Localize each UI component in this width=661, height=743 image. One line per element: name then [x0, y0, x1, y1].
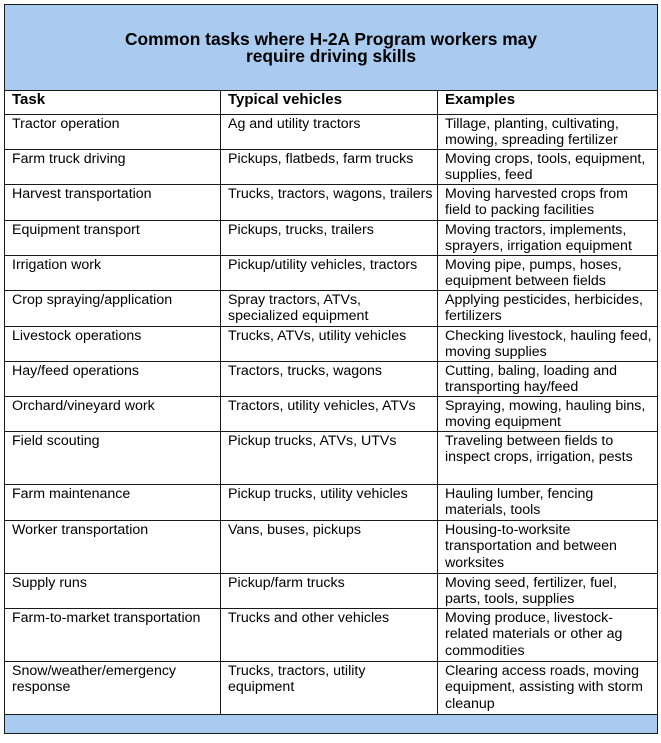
examples-cell: Moving produce, livestock-related materials or other ag commodities	[438, 609, 658, 662]
table-row	[5, 397, 658, 432]
examples-cell: Housing-to-worksite transportation and between worksites	[438, 521, 658, 574]
examples-cell: Moving pipe, pumps, hoses, equipment between fields	[438, 256, 658, 291]
header-vehicles: Typical vehicles	[221, 91, 438, 115]
examples-cell: Moving tractors, implements, sprayers, irrigation equipment	[438, 221, 658, 256]
table-row	[5, 609, 658, 662]
task-cell: Farm maintenance	[5, 485, 221, 521]
task-cell: Field scouting	[5, 432, 221, 485]
examples-cell: Moving crops, tools, equipment, supplies, feed	[438, 150, 658, 185]
table-row	[5, 150, 658, 185]
examples-cell: Clearing access roads, moving equipment, assisting with storm cleanup	[438, 662, 658, 715]
table-row	[5, 291, 658, 327]
vehicles-cell: Trucks, tractors, wagons, trailers	[221, 185, 438, 221]
task-cell: Harvest transportation	[5, 185, 221, 221]
examples-cell: Cutting, baling, loading and transporting hay/feed	[438, 362, 658, 397]
table-row	[5, 185, 658, 221]
vehicles-cell: Pickups, flatbeds, farm trucks	[221, 150, 438, 185]
task-cell: Farm truck driving	[5, 150, 221, 185]
vehicles-cell: Pickup/utility vehicles, tractors	[221, 256, 438, 291]
vehicles-cell: Trucks and other vehicles	[221, 609, 438, 662]
table-title	[5, 5, 658, 91]
task-cell: Orchard/vineyard work	[5, 397, 221, 432]
task-cell: Supply runs	[5, 574, 221, 609]
vehicles-cell: Pickup trucks, utility vehicles	[221, 485, 438, 521]
examples-cell: Moving seed, fertilizer, fuel, parts, tools, supplies	[438, 574, 658, 609]
task-cell: Irrigation work	[5, 256, 221, 291]
table-row	[5, 662, 658, 715]
vehicles-cell: Tractors, trucks, wagons	[221, 362, 438, 397]
table-row	[5, 256, 658, 291]
examples-cell: Moving harvested crops from field to packing facilities	[438, 185, 658, 221]
title-line-1: Common tasks where H-2A Program workers may	[124, 29, 538, 50]
vehicles-cell: Spray tractors, ATVs, specialized equipment	[221, 291, 438, 327]
table-row	[5, 327, 658, 362]
vehicles-cell: Pickup trucks, ATVs, UTVs	[221, 432, 438, 485]
vehicles-cell: Trucks, tractors, utility equipment	[221, 662, 438, 715]
task-cell: Hay/feed operations	[5, 362, 221, 397]
table-row	[5, 362, 658, 397]
table-row	[5, 485, 658, 521]
task-cell: Crop spraying/application	[5, 291, 221, 327]
vehicles-cell: Vans, buses, pickups	[221, 521, 438, 574]
header-examples: Examples	[438, 91, 658, 115]
table-footer-band	[5, 715, 658, 734]
vehicles-cell: Ag and utility tractors	[221, 115, 438, 150]
table-row	[5, 221, 658, 256]
task-cell: Equipment transport	[5, 221, 221, 256]
task-cell: Tractor operation	[5, 115, 221, 150]
examples-cell: Checking livestock, hauling feed, moving supplies	[438, 327, 658, 362]
vehicles-cell: Pickup/farm trucks	[221, 574, 438, 609]
examples-cell: Tillage, planting, cultivating, mowing, spreading fertilizer	[438, 115, 658, 150]
header-row	[5, 91, 658, 115]
examples-cell: Traveling between fields to inspect crops, irrigation, pests	[438, 432, 658, 485]
task-cell: Snow/weather/emergency response	[5, 662, 221, 715]
vehicles-cell: Trucks, ATVs, utility vehicles	[221, 327, 438, 362]
task-cell: Livestock operations	[5, 327, 221, 362]
table-row	[5, 432, 658, 485]
examples-cell: Hauling lumber, fencing materials, tools	[438, 485, 658, 521]
vehicles-cell: Tractors, utility vehicles, ATVs	[221, 397, 438, 432]
header-task: Task	[5, 91, 221, 115]
table-row	[5, 521, 658, 574]
driving-tasks-table	[4, 4, 658, 734]
examples-cell: Applying pesticides, herbicides, fertilizers	[438, 291, 658, 327]
examples-cell: Spraying, mowing, hauling bins, moving equipment	[438, 397, 658, 432]
title-line-2: require driving skills	[245, 45, 417, 66]
task-cell: Farm-to-market transportation	[5, 609, 221, 662]
task-cell: Worker transportation	[5, 521, 221, 574]
table-row	[5, 115, 658, 150]
table-row	[5, 574, 658, 609]
table-body	[5, 115, 658, 715]
vehicles-cell: Pickups, trucks, trailers	[221, 221, 438, 256]
